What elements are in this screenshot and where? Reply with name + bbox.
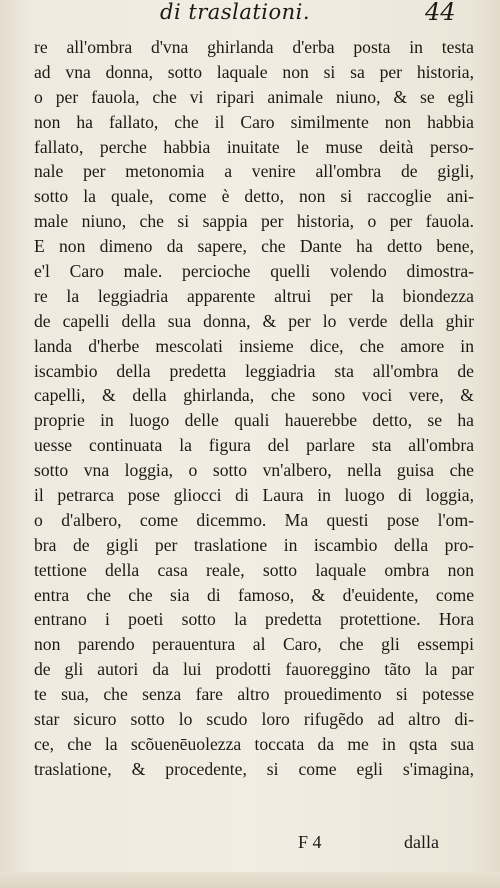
text-line: non parendo perauentura al Caro, che gli essempi [34,634,474,655]
text-line: nale per metonomia a venire all'ombra de gigli, [34,161,474,182]
text-line: tettione della casa reale, sotto laquale ombra non [34,559,474,580]
text-line: o d'albero, come dicemmo. Ma questi pose l'om- [34,509,474,530]
text-line: uesse continuata la figura del parlare sta all'ombra [34,435,474,456]
text-line: E non dimeno da sapere, che Dante ha detto bene, [34,236,474,257]
running-head: di traslationi. [160,0,311,24]
text-line: sotto la quale, come è detto, non si raccoglie ani- [34,186,474,207]
text-line: entra che che sia di famoso, & d'euidente, come [34,584,474,605]
text-line: non ha fallato, che il Caro similmente non habbia [34,111,474,132]
text-line: o per fauola, che vi ripari animale niuno, & se egli [34,86,474,107]
text-line: fallato, perche habbia inuitate le muse deità perso- [34,136,474,157]
text-line: iscambio della predetta leggiadria sta all'ombra de [34,360,474,381]
text-line: re la leggiadria apparente altrui per la biondezza [34,285,474,306]
page-number: 44 [425,0,456,26]
text-line: te sua, che senza fare altro prouedimento si potesse [34,684,474,705]
text-line: traslatione, & procedente, si come egli s'imagina, [34,758,474,779]
text-line: de capelli della sua donna, & per lo verde della ghir [34,310,474,331]
text-line: sotto vna loggia, o sotto vn'albero, nella guisa che [34,460,474,481]
text-line: landa d'herbe mescolati insieme dice, che amore in [34,335,474,356]
page-header [0,0,500,26]
signature-mark: F 4 [298,832,322,852]
text-line: ad vna donna, sotto laquale non si sa per historia, [34,61,474,82]
page-footer [0,832,500,862]
text-line: capelli, & della ghirlanda, che sono voci vere, & [34,385,474,406]
text-line: il petrarca pose gliocci di Laura in luogo di loggia, [34,485,474,506]
text-line: proprie in luogo delle quali hauerebbe detto, se ha [34,410,474,431]
text-line: ce, che la scõuenēuolezza toccata da me in qsta sua [34,733,474,754]
page-edge [0,872,500,888]
text-line: male niuno, che si sappia per historia, o per fauola. [34,211,474,232]
body-text [34,35,474,782]
text-line: star sicuro sotto lo scudo loro rifugẽdo ad altro di- [34,709,474,730]
text-line: bra de gigli per traslatione in iscambio della pro- [34,534,474,555]
text-line: de gli autori da lui prodotti fauoreggino tãto la par [34,659,474,680]
text-line: entrano i poeti sotto la predetta protettione. Hora [34,609,474,630]
text-line: re all'ombra d'vna ghirlanda d'erba posta in testa [34,37,474,57]
catchword: dalla [404,832,439,852]
text-line: e'l Caro male. percioche quelli volendo dimostra- [34,261,474,282]
